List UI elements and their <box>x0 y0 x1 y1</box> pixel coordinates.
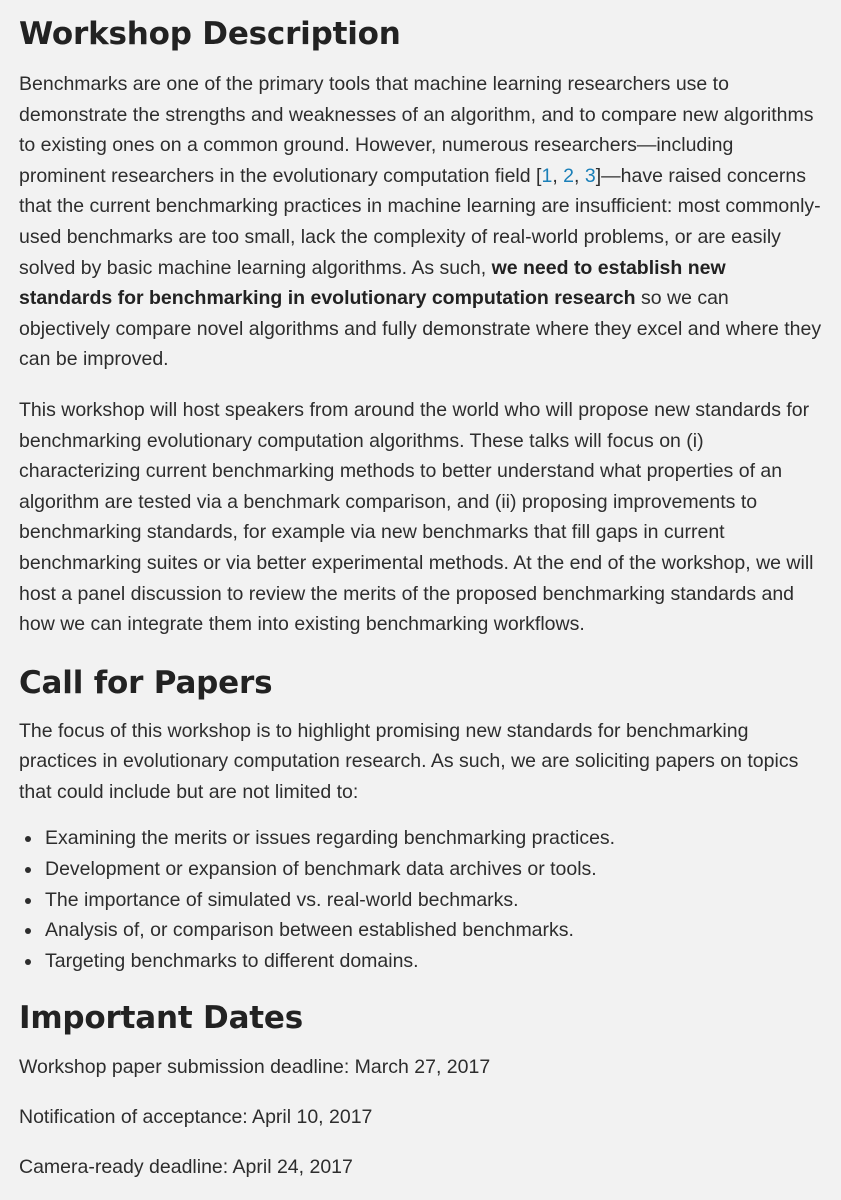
reference-separator: , <box>552 164 564 187</box>
paragraph-text: so we can objectively compare novel algorithms and fully demonstrate where they excel and where they can be improved. <box>19 287 822 371</box>
list-item: Analysis of, or comparison between established benchmarks. <box>19 915 822 946</box>
emphasized-text: we need to establish new standards for benchmarking in evolutionary computation research <box>19 256 726 310</box>
list-item: The importance of simulated vs. real-world bechmarks. <box>19 885 822 916</box>
call-for-papers-intro: The focus of this workshop is to highlight promising new standards for benchmarking practices in evolutionary computation research. As such, we are soliciting papers on topics that could include but are not limited to: <box>19 719 799 803</box>
important-dates-heading: Important Dates <box>19 1000 303 1037</box>
date-camera-ready: Camera-ready deadline: April 24, 2017 <box>19 1155 353 1178</box>
reference-link-1[interactable]: 1 <box>541 164 553 187</box>
reference-link-2[interactable]: 2 <box>563 164 575 187</box>
paragraph-text: Benchmarks are one of the primary tools that machine learning researchers use to demonstrate the strengths and weaknesses of an algorithm, and to compare new algorithms to existing ones on a common ground. However, numerous researchers—including prominent researchers in the evolutionary computation field [ <box>19 73 814 187</box>
date-notification: Notification of acceptance: April 10, 2017 <box>19 1106 373 1129</box>
list-item: Targeting benchmarks to different domains. <box>19 946 822 977</box>
paragraph-text: ]—have raised concerns that the current benchmarking practices in machine learning are insufficient: most commonly-used benchmarks are too small, lack the complexity of real-world problems, or are easily solved by basic machine learning algorithms. As such, <box>19 164 821 279</box>
reference-link-3[interactable]: 3 <box>584 164 596 187</box>
date-submission-deadline: Workshop paper submission deadline: March 27, 2017 <box>19 1056 491 1079</box>
list-item: Development or expansion of benchmark data archives or tools. <box>19 854 822 885</box>
workshop-description-paragraph-2: This workshop will host speakers from around the world who will propose new standards for benchmarking evolutionary computation algorithms. These talks will focus on (i) characterizing current benchmarking methods to better understand what properties of an algorithm are tested via a benchmark comparison, and (ii) proposing improvements to benchmarking standards, for example via new benchmarks that fill gaps in current benchmarking suites or via better experimental methods. At the end of the workshop, we will host a panel discussion to review the merits of the proposed benchmarking standards and how we can integrate them into existing benchmarking workflows. <box>19 398 814 636</box>
topics-list <box>19 823 822 976</box>
call-for-papers-heading: Call for Papers <box>19 664 273 701</box>
workshop-description-heading: Workshop Description <box>19 16 401 52</box>
workshop-description-paragraph-1 <box>19 69 822 375</box>
reference-separator: , <box>574 164 585 187</box>
list-item: Examining the merits or issues regarding benchmarking practices. <box>19 823 822 854</box>
